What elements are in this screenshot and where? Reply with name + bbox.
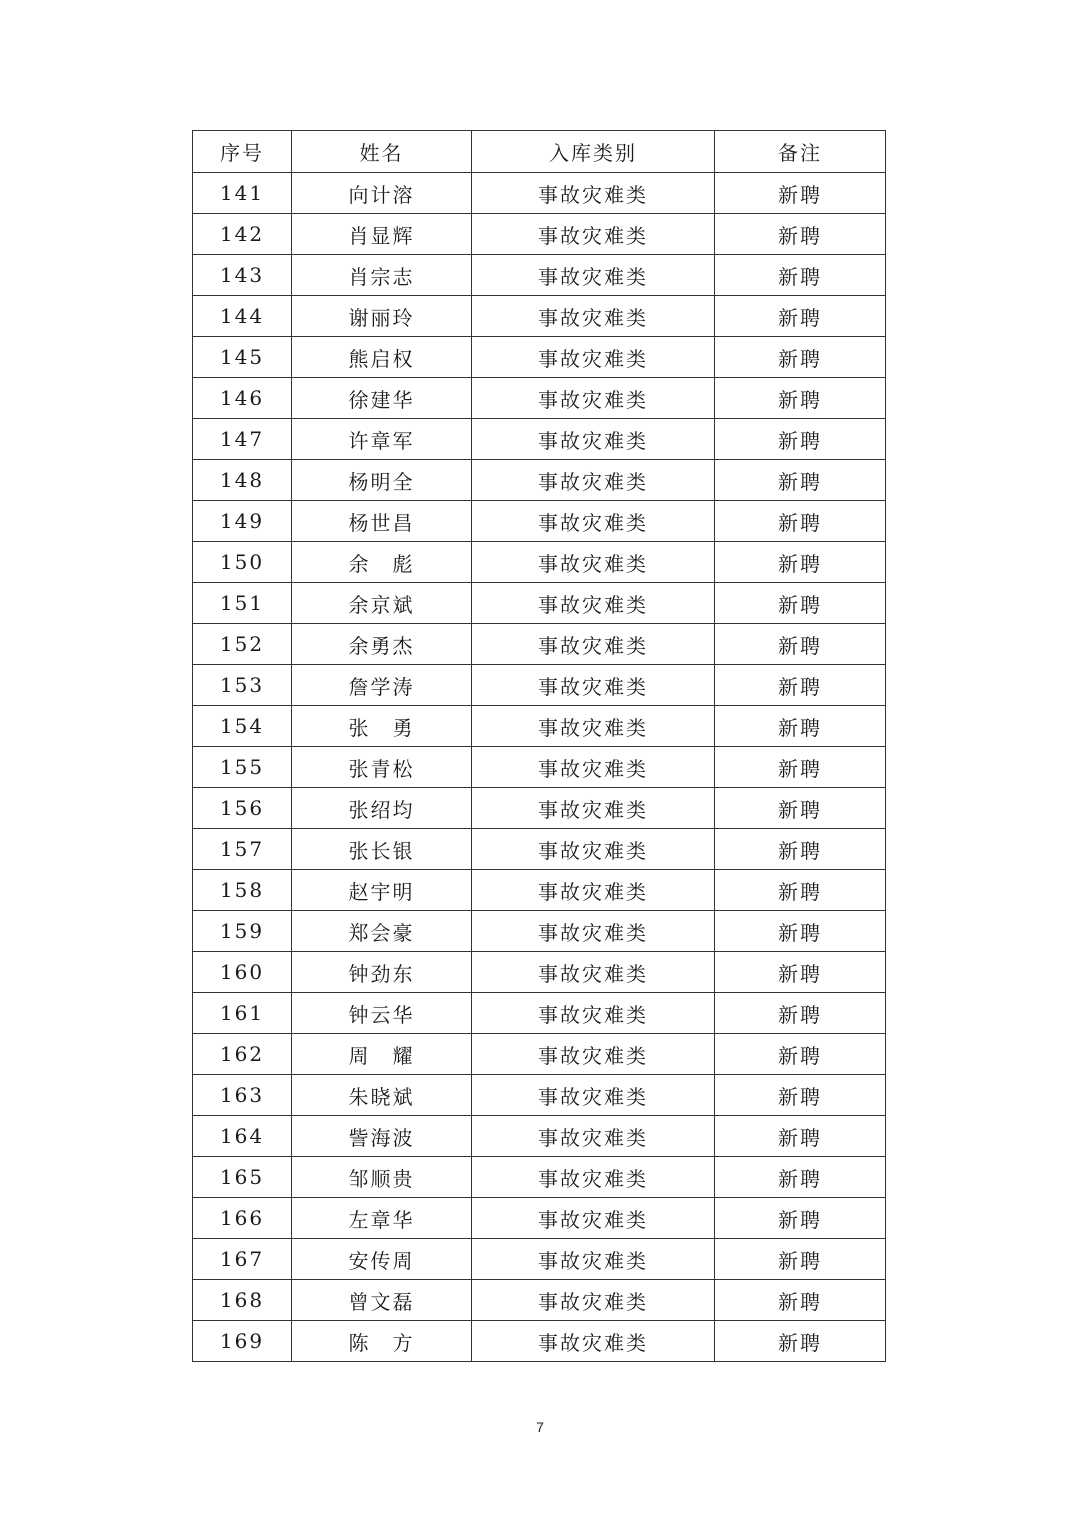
cell-number: 143 xyxy=(193,255,292,296)
header-name: 姓名 xyxy=(292,131,472,173)
cell-note: 新聘 xyxy=(715,870,886,911)
cell-category: 事故灾难类 xyxy=(472,1157,715,1198)
table-row xyxy=(193,1075,886,1116)
cell-name: 赵宇明 xyxy=(292,870,472,911)
cell-category: 事故灾难类 xyxy=(472,173,715,214)
cell-name: 詹学涛 xyxy=(292,665,472,706)
cell-note: 新聘 xyxy=(715,788,886,829)
cell-note: 新聘 xyxy=(715,542,886,583)
cell-category: 事故灾难类 xyxy=(472,296,715,337)
cell-note: 新聘 xyxy=(715,419,886,460)
table-row xyxy=(193,665,886,706)
table-row xyxy=(193,1239,886,1280)
cell-name: 杨明全 xyxy=(292,460,472,501)
cell-category: 事故灾难类 xyxy=(472,501,715,542)
cell-name: 熊启权 xyxy=(292,337,472,378)
cell-name: 杨世昌 xyxy=(292,501,472,542)
cell-name: 訾海波 xyxy=(292,1116,472,1157)
cell-name: 张 勇 xyxy=(292,706,472,747)
cell-note: 新聘 xyxy=(715,1198,886,1239)
cell-category: 事故灾难类 xyxy=(472,378,715,419)
table-row xyxy=(193,255,886,296)
cell-category: 事故灾难类 xyxy=(472,1075,715,1116)
table-row xyxy=(193,542,886,583)
cell-number: 142 xyxy=(193,214,292,255)
cell-number: 149 xyxy=(193,501,292,542)
header-note: 备注 xyxy=(715,131,886,173)
cell-category: 事故灾难类 xyxy=(472,870,715,911)
cell-number: 144 xyxy=(193,296,292,337)
cell-note: 新聘 xyxy=(715,952,886,993)
table-row xyxy=(193,1157,886,1198)
cell-number: 159 xyxy=(193,911,292,952)
table-row xyxy=(193,1198,886,1239)
cell-category: 事故灾难类 xyxy=(472,624,715,665)
table-row xyxy=(193,296,886,337)
table-row xyxy=(193,1116,886,1157)
cell-note: 新聘 xyxy=(715,1116,886,1157)
cell-number: 163 xyxy=(193,1075,292,1116)
cell-note: 新聘 xyxy=(715,460,886,501)
table-row xyxy=(193,1034,886,1075)
page-number: 7 xyxy=(536,1419,544,1435)
cell-category: 事故灾难类 xyxy=(472,214,715,255)
cell-number: 157 xyxy=(193,829,292,870)
cell-name: 谢丽玲 xyxy=(292,296,472,337)
cell-note: 新聘 xyxy=(715,1157,886,1198)
cell-name: 周 耀 xyxy=(292,1034,472,1075)
cell-name: 肖显辉 xyxy=(292,214,472,255)
cell-category: 事故灾难类 xyxy=(472,952,715,993)
cell-number: 145 xyxy=(193,337,292,378)
cell-number: 165 xyxy=(193,1157,292,1198)
cell-category: 事故灾难类 xyxy=(472,1321,715,1362)
cell-number: 167 xyxy=(193,1239,292,1280)
cell-category: 事故灾难类 xyxy=(472,337,715,378)
cell-name: 张绍均 xyxy=(292,788,472,829)
cell-name: 邹顺贵 xyxy=(292,1157,472,1198)
cell-number: 161 xyxy=(193,993,292,1034)
cell-number: 153 xyxy=(193,665,292,706)
cell-note: 新聘 xyxy=(715,747,886,788)
cell-name: 余 彪 xyxy=(292,542,472,583)
cell-number: 150 xyxy=(193,542,292,583)
table-header-row xyxy=(193,131,886,173)
table-row xyxy=(193,419,886,460)
cell-number: 151 xyxy=(193,583,292,624)
table-row xyxy=(193,706,886,747)
cell-note: 新聘 xyxy=(715,501,886,542)
cell-number: 168 xyxy=(193,1280,292,1321)
cell-category: 事故灾难类 xyxy=(472,460,715,501)
cell-number: 166 xyxy=(193,1198,292,1239)
cell-category: 事故灾难类 xyxy=(472,1116,715,1157)
cell-note: 新聘 xyxy=(715,911,886,952)
roster-table xyxy=(192,130,886,1362)
cell-note: 新聘 xyxy=(715,214,886,255)
table-row xyxy=(193,788,886,829)
cell-category: 事故灾难类 xyxy=(472,419,715,460)
cell-number: 156 xyxy=(193,788,292,829)
cell-name: 张青松 xyxy=(292,747,472,788)
table-row xyxy=(193,747,886,788)
table-row xyxy=(193,337,886,378)
table-row xyxy=(193,501,886,542)
cell-category: 事故灾难类 xyxy=(472,1239,715,1280)
cell-category: 事故灾难类 xyxy=(472,788,715,829)
cell-name: 安传周 xyxy=(292,1239,472,1280)
table-row xyxy=(193,214,886,255)
cell-category: 事故灾难类 xyxy=(472,911,715,952)
table-row xyxy=(193,1321,886,1362)
cell-note: 新聘 xyxy=(715,1239,886,1280)
cell-category: 事故灾难类 xyxy=(472,993,715,1034)
cell-number: 162 xyxy=(193,1034,292,1075)
cell-note: 新聘 xyxy=(715,624,886,665)
cell-name: 许章军 xyxy=(292,419,472,460)
table-row xyxy=(193,993,886,1034)
table-row xyxy=(193,460,886,501)
cell-name: 钟劲东 xyxy=(292,952,472,993)
cell-category: 事故灾难类 xyxy=(472,583,715,624)
cell-category: 事故灾难类 xyxy=(472,255,715,296)
cell-name: 曾文磊 xyxy=(292,1280,472,1321)
cell-name: 郑会豪 xyxy=(292,911,472,952)
table-row xyxy=(193,911,886,952)
cell-category: 事故灾难类 xyxy=(472,1034,715,1075)
table-row xyxy=(193,870,886,911)
cell-number: 147 xyxy=(193,419,292,460)
table-row xyxy=(193,952,886,993)
cell-category: 事故灾难类 xyxy=(472,829,715,870)
cell-note: 新聘 xyxy=(715,993,886,1034)
table-body xyxy=(193,173,886,1362)
cell-name: 张长银 xyxy=(292,829,472,870)
cell-number: 169 xyxy=(193,1321,292,1362)
cell-number: 155 xyxy=(193,747,292,788)
cell-category: 事故灾难类 xyxy=(472,706,715,747)
header-number: 序号 xyxy=(193,131,292,173)
table-row xyxy=(193,1280,886,1321)
cell-number: 164 xyxy=(193,1116,292,1157)
cell-note: 新聘 xyxy=(715,1280,886,1321)
header-category: 入库类别 xyxy=(472,131,715,173)
cell-name: 余京斌 xyxy=(292,583,472,624)
cell-note: 新聘 xyxy=(715,829,886,870)
cell-category: 事故灾难类 xyxy=(472,747,715,788)
cell-name: 朱晓斌 xyxy=(292,1075,472,1116)
table-row xyxy=(193,378,886,419)
cell-category: 事故灾难类 xyxy=(472,1280,715,1321)
cell-note: 新聘 xyxy=(715,706,886,747)
cell-category: 事故灾难类 xyxy=(472,1198,715,1239)
cell-number: 160 xyxy=(193,952,292,993)
cell-note: 新聘 xyxy=(715,1034,886,1075)
table-row xyxy=(193,624,886,665)
cell-number: 152 xyxy=(193,624,292,665)
cell-name: 左章华 xyxy=(292,1198,472,1239)
cell-note: 新聘 xyxy=(715,665,886,706)
table-row xyxy=(193,583,886,624)
table-row xyxy=(193,829,886,870)
cell-note: 新聘 xyxy=(715,255,886,296)
cell-number: 146 xyxy=(193,378,292,419)
cell-name: 陈 方 xyxy=(292,1321,472,1362)
cell-note: 新聘 xyxy=(715,583,886,624)
cell-note: 新聘 xyxy=(715,296,886,337)
cell-name: 徐建华 xyxy=(292,378,472,419)
cell-category: 事故灾难类 xyxy=(472,542,715,583)
cell-name: 钟云华 xyxy=(292,993,472,1034)
cell-note: 新聘 xyxy=(715,1321,886,1362)
cell-note: 新聘 xyxy=(715,337,886,378)
cell-name: 余勇杰 xyxy=(292,624,472,665)
cell-number: 148 xyxy=(193,460,292,501)
cell-name: 向计溶 xyxy=(292,173,472,214)
cell-note: 新聘 xyxy=(715,1075,886,1116)
table-row xyxy=(193,173,886,214)
cell-note: 新聘 xyxy=(715,378,886,419)
cell-number: 154 xyxy=(193,706,292,747)
cell-name: 肖宗志 xyxy=(292,255,472,296)
cell-note: 新聘 xyxy=(715,173,886,214)
cell-number: 141 xyxy=(193,173,292,214)
cell-category: 事故灾难类 xyxy=(472,665,715,706)
cell-number: 158 xyxy=(193,870,292,911)
